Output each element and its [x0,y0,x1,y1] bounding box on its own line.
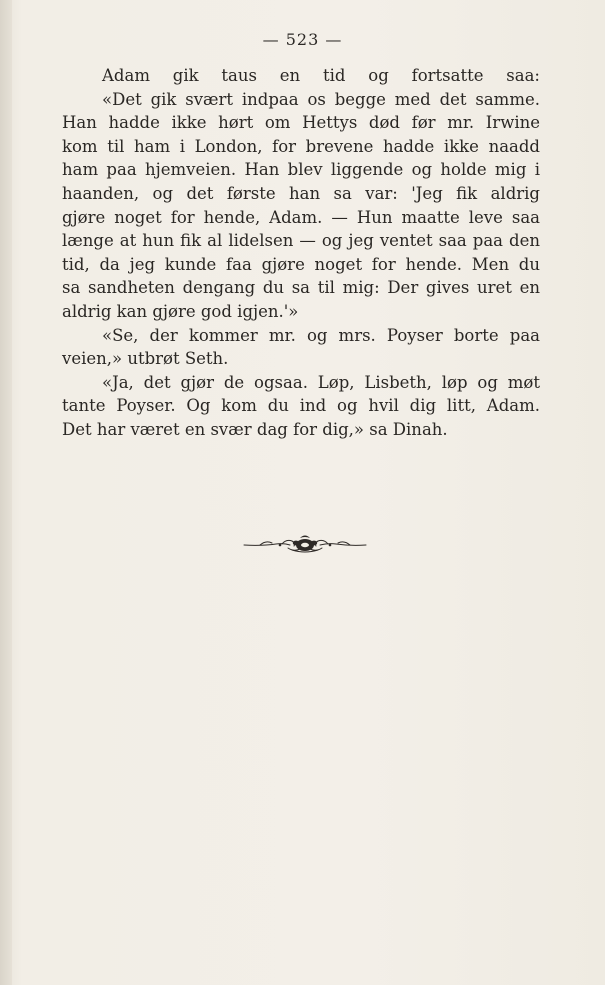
text-line: «Det gik svært indpaa os begge med det samme. [102,89,540,109]
text-line: sa sandheten dengang du sa til mig: Der gives uret en [62,278,540,298]
text-line: gjøre noget for hende, Adam. — Hun maatte leve saa [62,207,540,227]
text-line: haanden, og det første han sa var: 'Jeg fik aldrig [62,183,540,203]
page-number: — 523 — [262,30,343,49]
text-line: Adam gik taus en tid og fortsatte saa: [102,66,540,85]
page-gutter [0,0,12,985]
text-line: længe at hun fik al lidelsen — og jeg ventet saa paa den [62,231,540,251]
text-line: Han hadde ikke hørt om Hettys død før mr. Irwine [62,113,540,133]
text-line: tid, da jeg kunde faa gjøre noget for hende. Men du [62,254,540,274]
text-line: «Se, der kommer mr. og mrs. Poyser borte paa [102,325,540,345]
text-line: kom til ham i London, for brevene hadde ikke naadd [62,136,540,156]
text-line: Det har været en svær dag for dig,» sa Dinah. [62,419,448,439]
text-line: veien,» utbrøt Seth. [62,349,229,369]
ornament-flourish-icon [242,532,368,558]
text-line: «Ja, det gjør de ogsaa. Løp, Lisbeth, løp og møt [102,372,540,392]
text-line: aldrig kan gjøre god igjen.'» [62,301,299,321]
text-line: ham paa hjemveien. Han blev liggende og holde mig i [62,160,540,180]
text-line: tante Poyser. Og kom du ind og hvil dig litt, Adam. [62,396,540,416]
body-text [62,64,540,442]
